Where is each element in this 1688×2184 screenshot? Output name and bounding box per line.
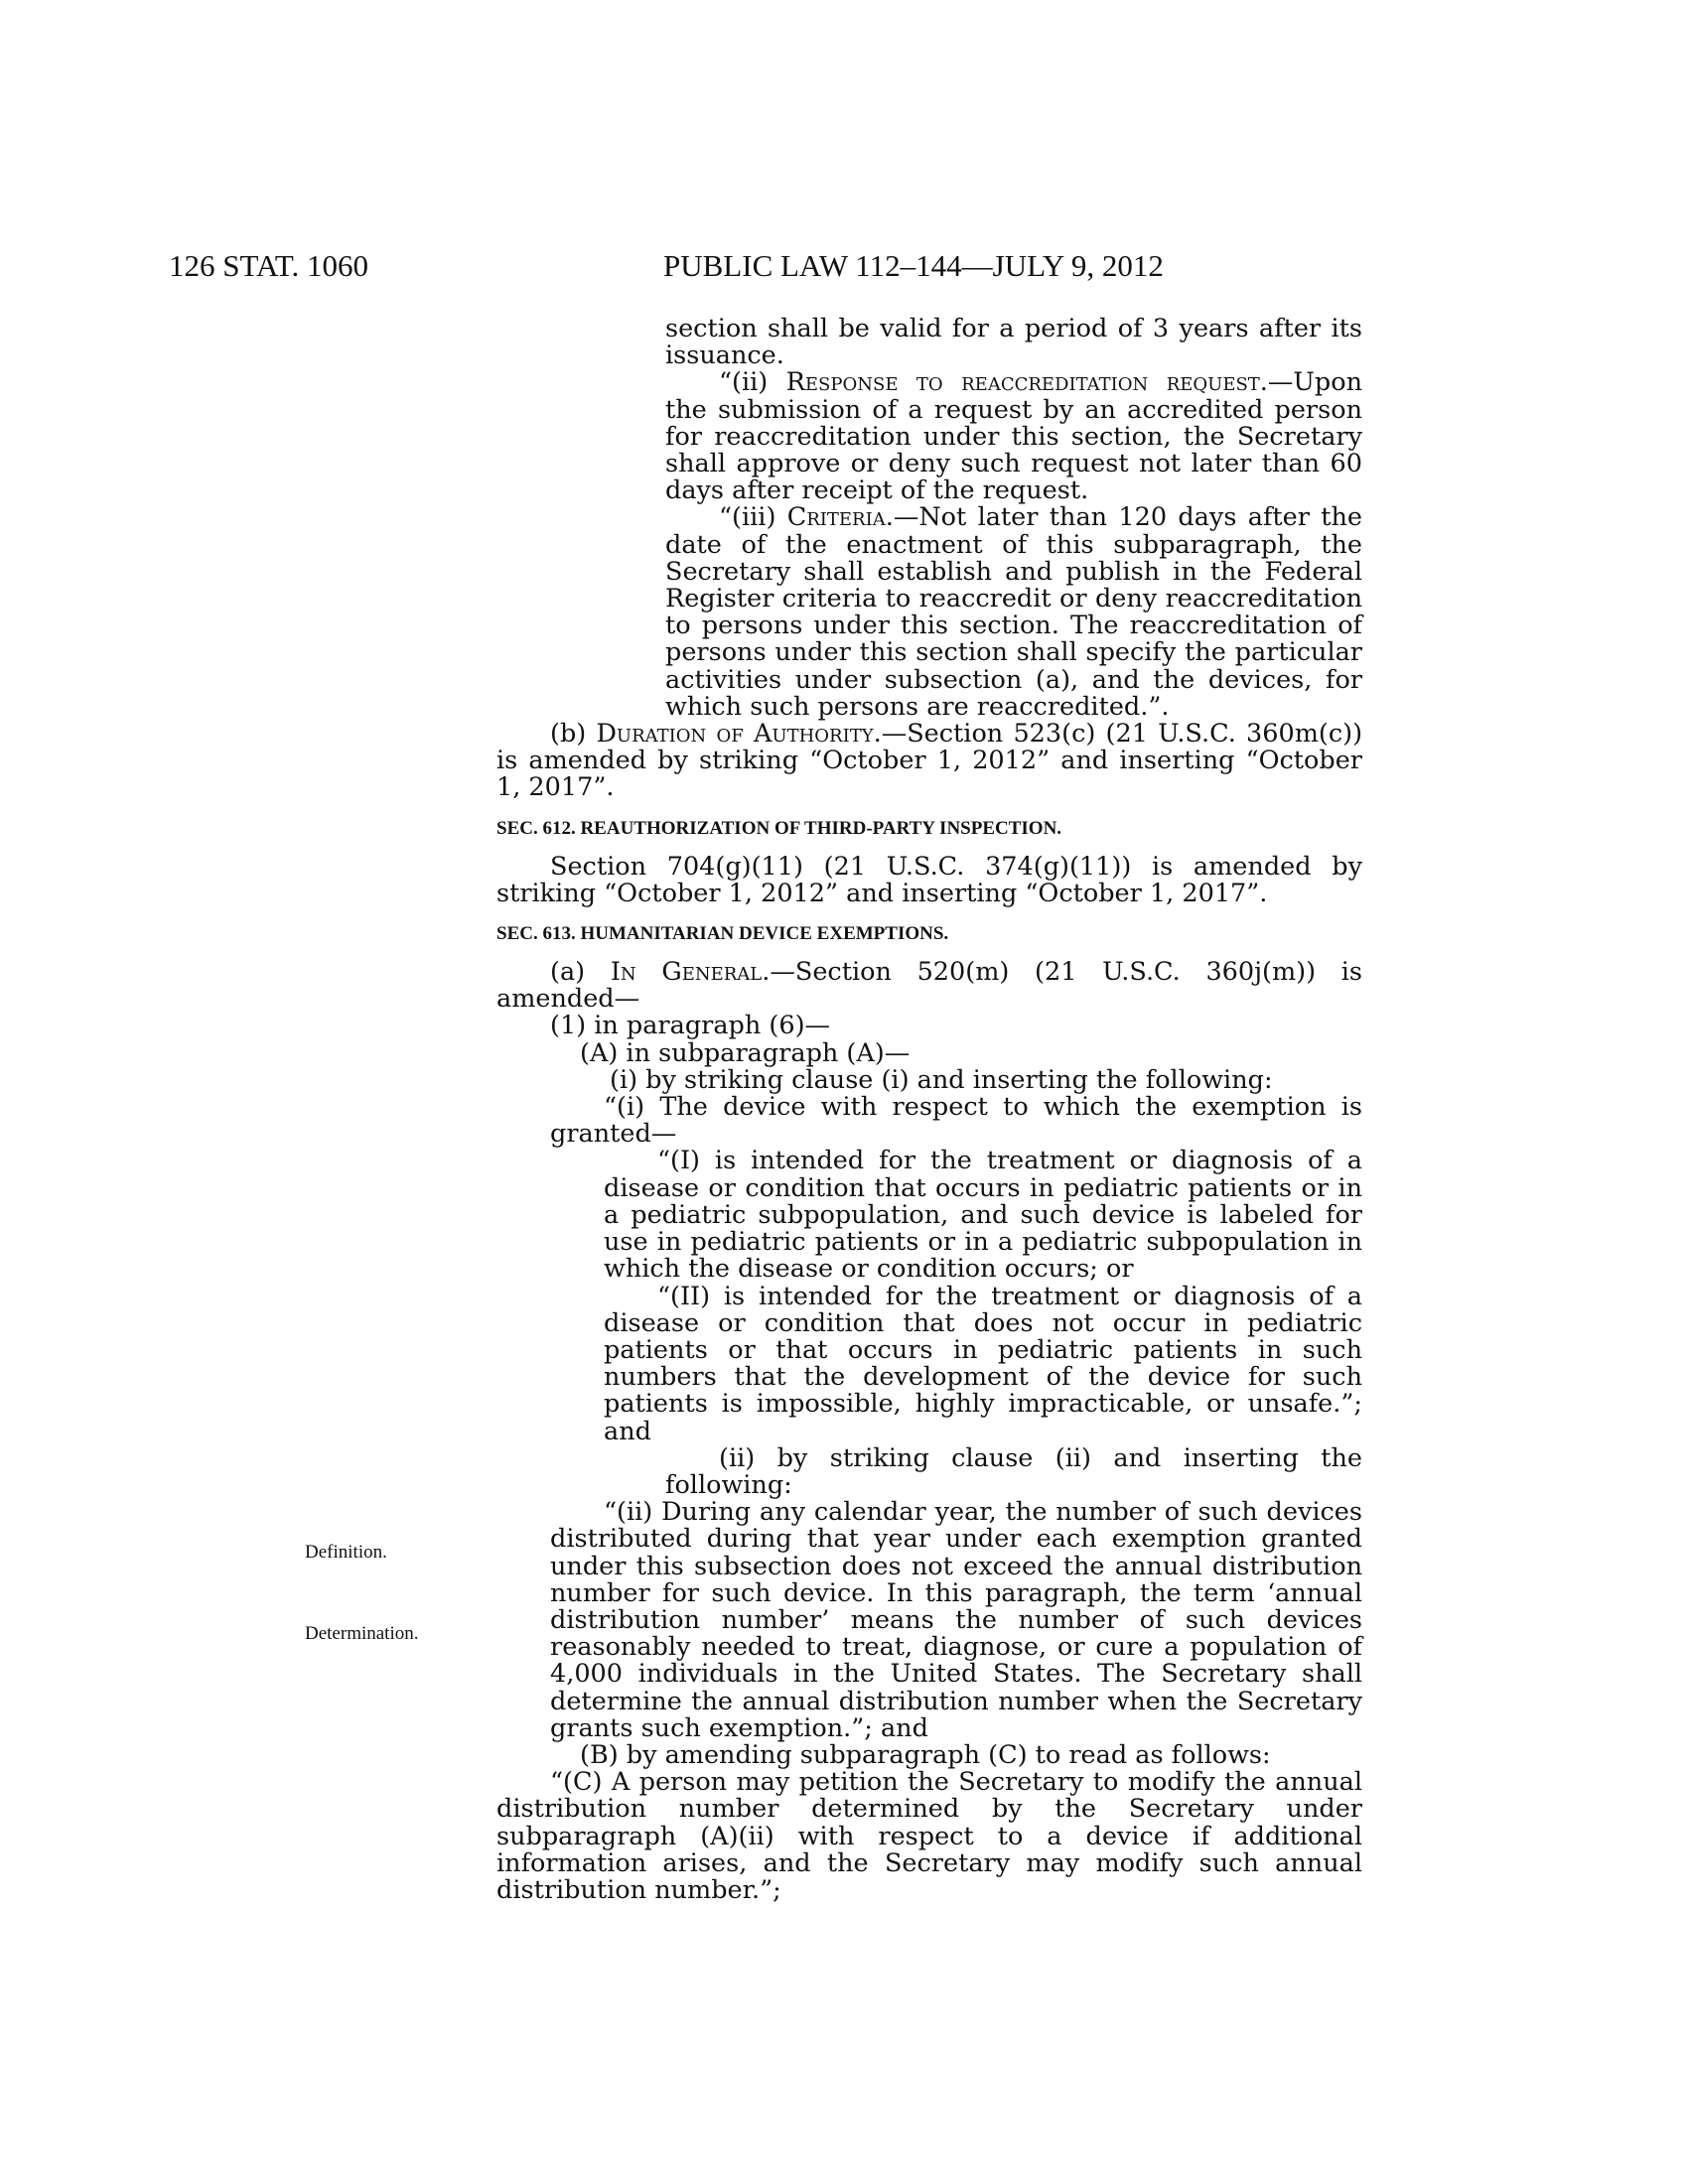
public-law-title: PUBLIC LAW 112–144—JULY 9, 2012 xyxy=(663,248,1164,283)
quoted-subclause-I: “(I) is intended for the treatment or diagnosis of a disease or condition that occurs in pediatric patients or in a pediatric subpopulation, and such device is labeled for use in pediatric patients or in a pediatric subpopulation in which the disease or condition occurs; or xyxy=(604,1146,1362,1285)
heading-response-request: Response to reaccreditation request. xyxy=(785,367,1268,398)
paragraph-criteria: “(iii) Criteria.—Not later than 120 days after the date of the enactment of this subparagraph, the Secretary shall establish and publish in the Federal Register criteria to reaccredit or deny reaccreditation to persons under this section. The reaccreditation of persons under this section shall specify the particular activities under subsection (a), and the devices, for which such persons are reaccredited.”. xyxy=(665,502,1362,722)
section-heading-612: SEC. 612. REAUTHORIZATION OF THIRD-PARTY INSPECTION. xyxy=(496,817,1062,839)
margin-note-definition: Definition. xyxy=(305,1542,387,1563)
running-header xyxy=(0,246,1688,286)
quoted-subparagraph-c: “(C) A person may petition the Secretary to modify the annual distribution number determined by the Secretary under subparagraph (A)(ii) with respect to a device if additional information arises, and the Secretary may modify such annual distribution number.”; xyxy=(496,1767,1362,1905)
paragraph-section-612: Section 704(g)(11) (21 U.S.C. 374(g)(11)) is amended by striking “October 1, 2012” and inserting “October 1, 2017”. xyxy=(496,851,1362,908)
paragraph-validity: section shall be valid for a period of 3 years after its issuance. xyxy=(665,314,1362,371)
heading-criteria: Criteria. xyxy=(786,502,894,533)
heading-in-general: In General. xyxy=(610,957,771,988)
quoted-clause-ii: “(ii) During any calendar year, the number of such devices distributed during that year under each exemption granted under this subsection does not exceed the annual distribution number for such device. In this paragraph, the term ‘annual distribution number’ means the number of such devices reasonably needed to treat, diagnose, or cure a population of 4,000 individuals in the United States. The Secretary shall determine the annual distribution number when the Secretary grants such exemption.”; and xyxy=(550,1497,1362,1743)
item-paragraph-6: (1) in paragraph (6)— xyxy=(550,1011,831,1041)
stat-citation: 126 STAT. 1060 xyxy=(169,248,369,283)
quoted-clause-i: “(i) The device with respect to which the exemption is granted— xyxy=(550,1092,1362,1150)
item-subparagraph-b: (B) by amending subparagraph (C) to read as follows: xyxy=(580,1739,1271,1770)
paragraph-duration-authority: (b) Duration of Authority.—Section 523(c) (21 U.S.C. 360m(c)) is amended by striking “October 1, 2012” and inserting “October 1, 2017”. xyxy=(496,719,1363,803)
section-heading-613: SEC. 613. HUMANITARIAN DEVICE EXEMPTIONS. xyxy=(496,923,949,945)
heading-duration-authority: Duration of Authority. xyxy=(596,719,882,750)
document-body xyxy=(496,316,1362,1904)
paragraph-response-request: “(ii) Response to reaccreditation request.—Upon the submission of a request by an accredited person for reaccreditation under this section, the Secretary shall approve or deny such request not later than 60 days after receipt of the request. xyxy=(665,367,1362,506)
quoted-subclause-II: “(II) is intended for the treatment or diagnosis of a disease or condition that does not occur in pediatric patients or that occurs in pediatric patients in such numbers that the development of the device for such patients is impossible, highly impracticable, or unsafe.”; and xyxy=(604,1281,1362,1446)
margin-note-determination: Determination. xyxy=(305,1623,419,1644)
paragraph-in-general: (a) In General.—Section 520(m) (21 U.S.C. 360j(m)) is amended— xyxy=(496,957,1362,1015)
item-clause-i: (i) by striking clause (i) and inserting the following: xyxy=(610,1064,1273,1095)
item-clause-ii: (ii) by striking clause (ii) and inserting the following: xyxy=(665,1442,1362,1500)
item-subparagraph-a: (A) in subparagraph (A)— xyxy=(580,1037,911,1068)
